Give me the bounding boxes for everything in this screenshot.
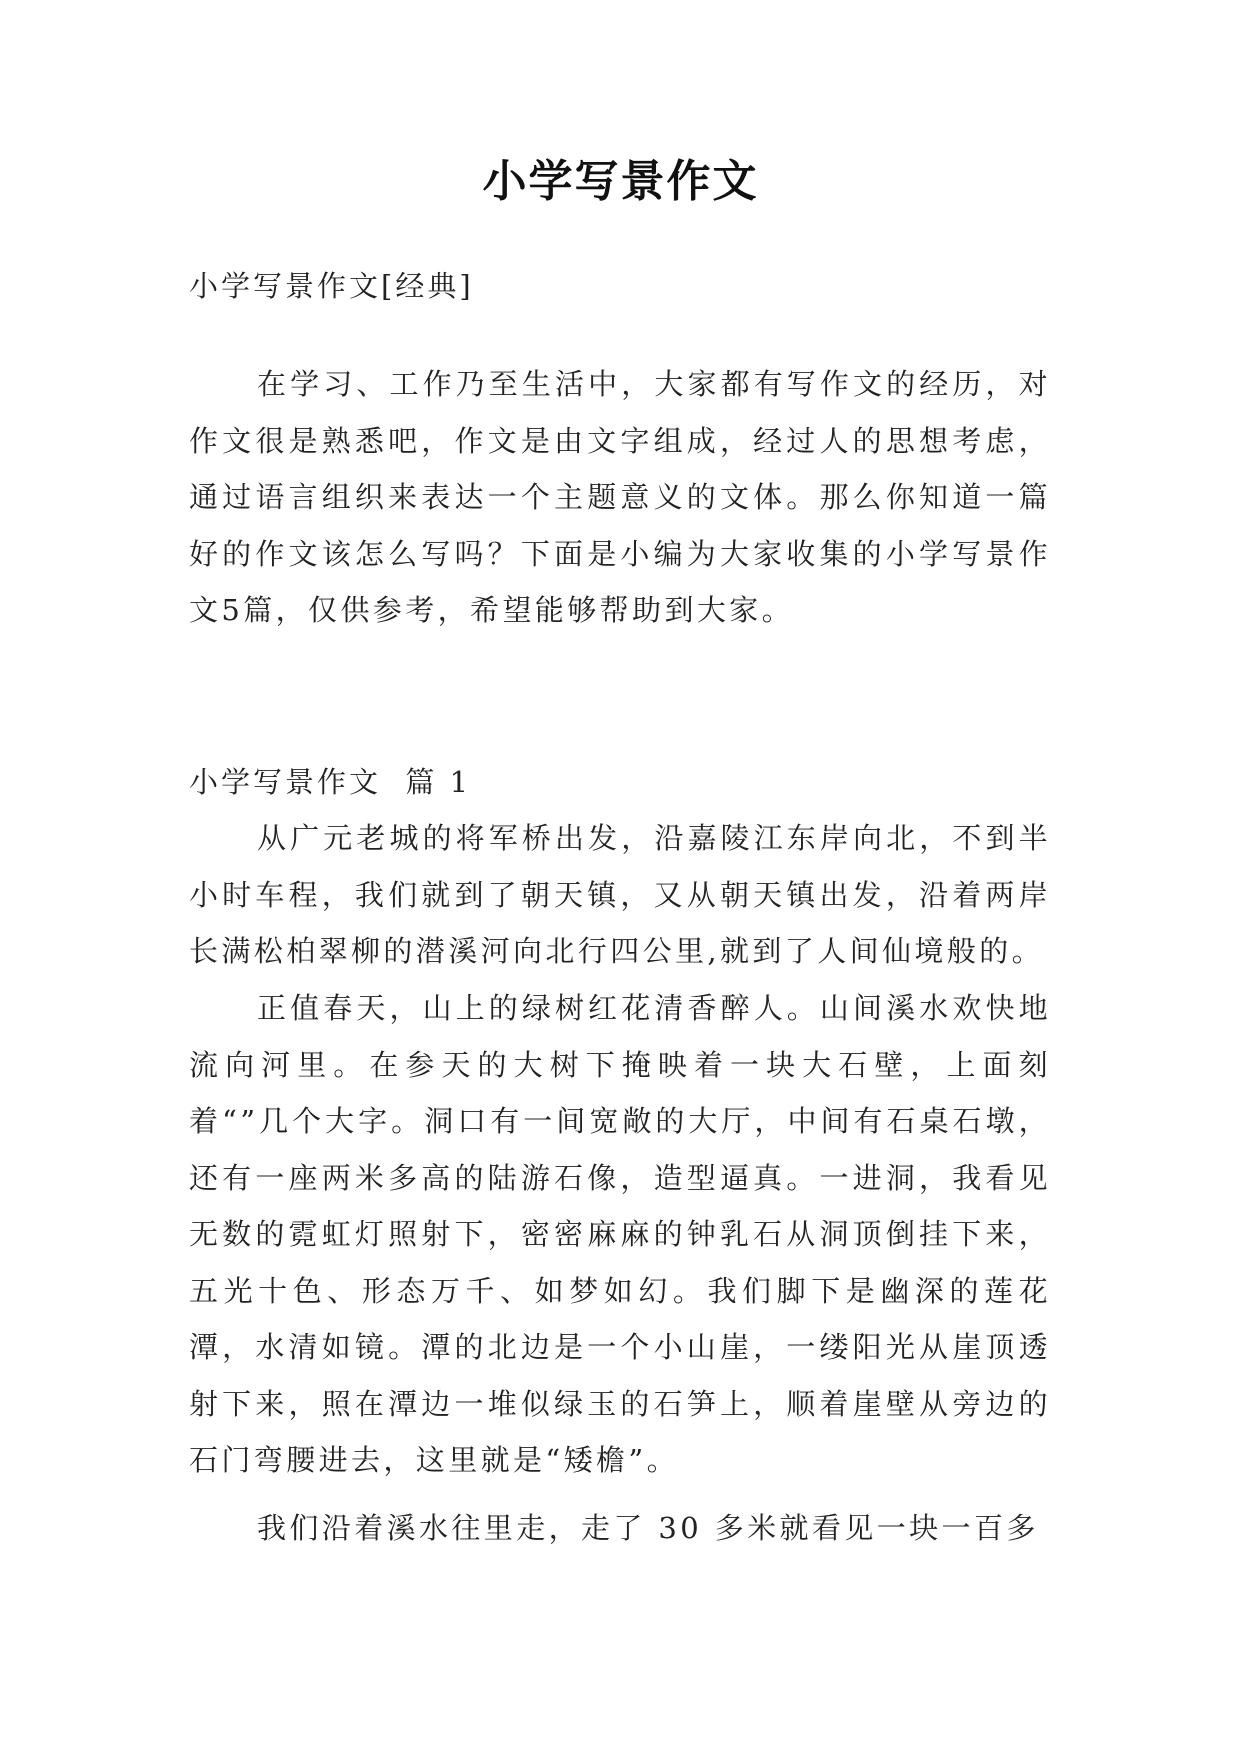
- intro-paragraph: 在学习、工作乃至生活中，大家都有写作文的经历，对作文很是熟悉吧，作文是由文字组成，经过人的思想考虑，通过语言组织来表达一个主题意义的文体。那么你知道一篇好的作文该怎么写吗？下面是小编为大家收集的小学写景作文5篇，仅供参考，希望能够帮助到大家。: [189, 367, 1051, 627]
- document-title: 小学写景作文: [482, 156, 759, 207]
- document-subtitle: 小学写景作文[经典]: [189, 269, 474, 303]
- body-paragraph: 正值春天，山上的绿树红花清香醉人。山间溪水欢快地流向河里。在参天的大树下掩映着一块大石壁，上面刻着“”几个大字。洞口有一间宽敞的大厅，中间有石桌石墩，还有一座两米多高的陆游石像，造型逼真。一进洞，我看见无数的霓虹灯照射下，密密麻麻的钟乳石从洞顶倒挂下来，五光十色、形态万千、如梦如幻。我们脚下是幽深的莲花潭，水清如镜。潭的北边是一个小山崖，一缕阳光从崖顶透射下来，照在潭边一堆似绿玉的石笋上，顺着崖壁从旁边的石门弯腰进去，这里就是“矮檐”。: [189, 991, 1051, 1477]
- body-paragraph: 我们沿着溪水往里走，走了 30 多米就看见一块一百多: [257, 1511, 1039, 1545]
- section-heading: 小学写景作文 篇 1: [189, 765, 472, 799]
- body-paragraph: 从广元老城的将军桥出发，沿嘉陵江东岸向北，不到半小时车程，我们就到了朝天镇，又从朝天镇出发，沿着两岸长满松柏翠柳的潜溪河向北行四公里,就到了人间仙境般的。: [189, 821, 1051, 968]
